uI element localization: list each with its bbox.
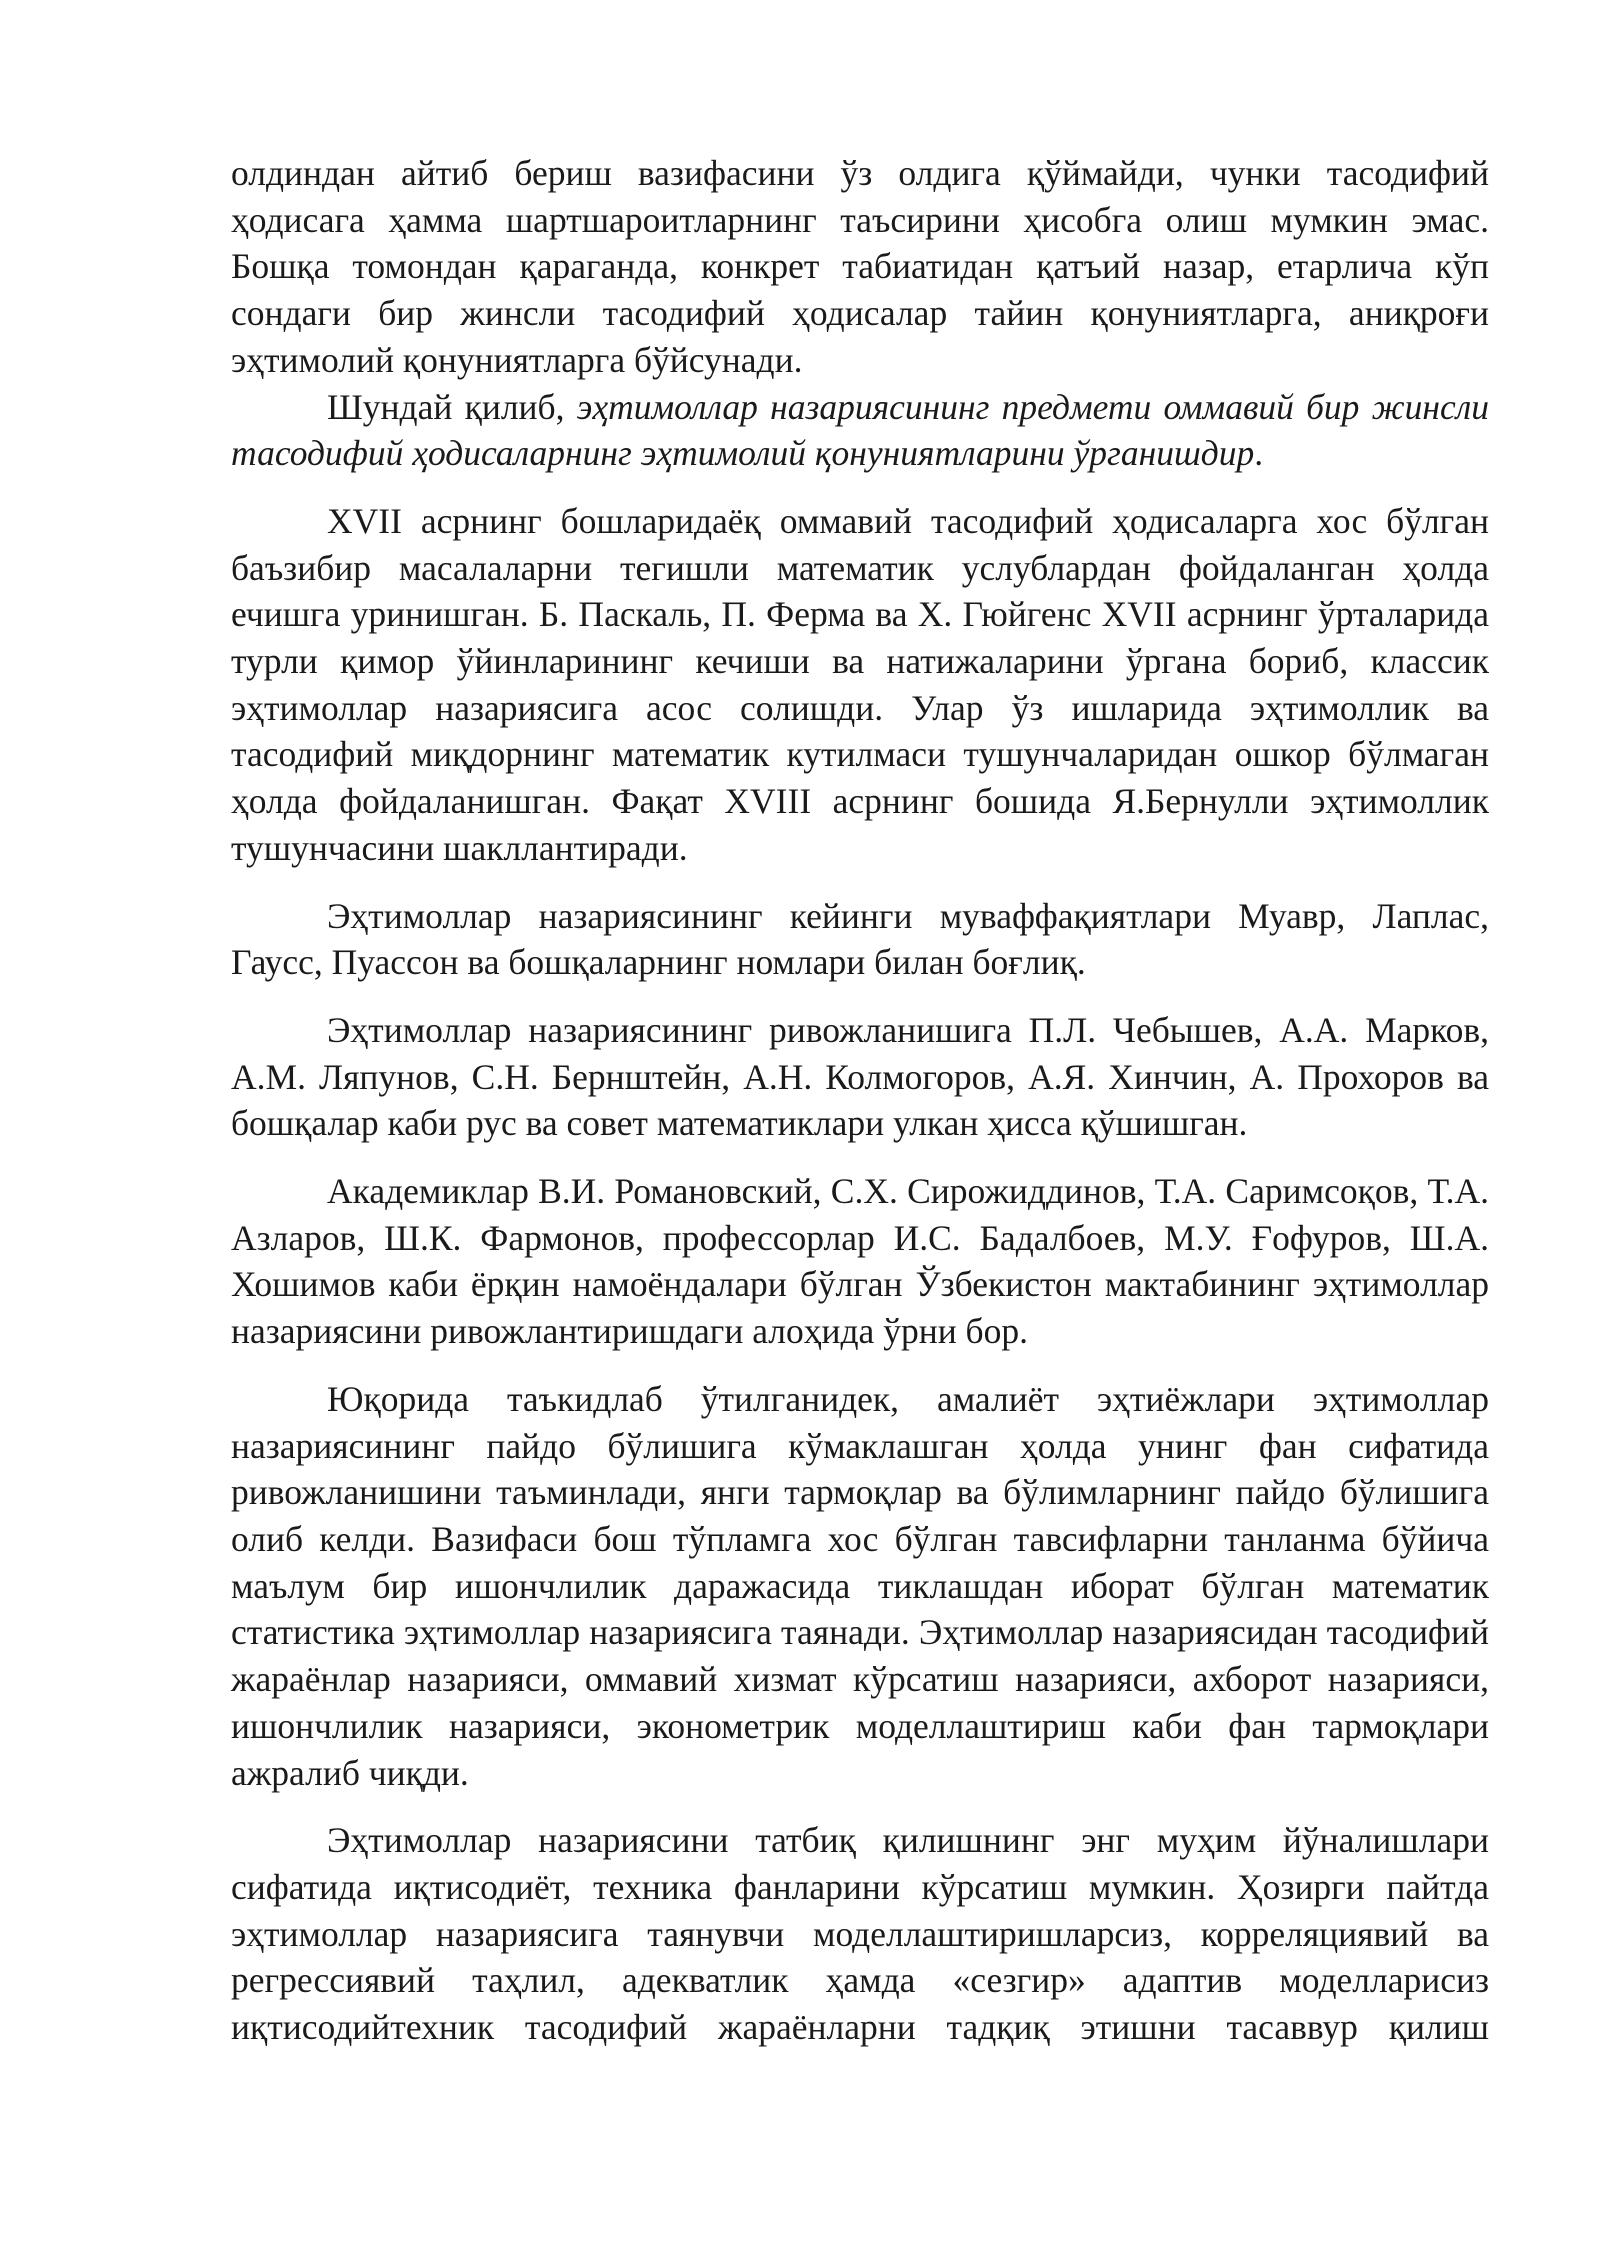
definition-italic-text: эҳтимоллар назариясининг предмети оммавий бир жинсли тасодифий ҳодисаларнинг эҳтимолий қонуниятларини ўрганишдир: [231, 386, 1489, 474]
definition-lead-text: Шундай қилиб,: [327, 386, 577, 427]
paragraph-later-successes: Эҳтимоллар назариясининг кейинги муваффақиятлари Муавр, Лаплас, Гаусс, Пуассон ва бошқаларнинг номлари билан боғлиқ.: [231, 895, 1489, 983]
paragraph-continuation: олдиндан айтиб бериш вазифасини ўз олдига қўймайди, чунки тасодифий ҳодисага ҳамма шартшароитларнинг таъсирини ҳисобга олиш мумкин эмас. Бошқа томондан қараганда, конкрет табиатидан қатъий назар, етарлича кўп сондаги бир жинсли тасодифий ҳодисалар тайин қонуниятларга, аниқроғи эҳтимолий қонуниятларга бўйсунади.: [231, 153, 1489, 380]
paragraph-history-xvii: XVII асрнинг бошларидаёқ оммавий тасодифий ҳодисаларга хос бўлган баъзибир масалаларни тегишли математик услублардан фойдаланган ҳолда ечишга уринишган. Б. Паскаль, П. Ферма ва Х. Гюйгенс XVII асрнинг ўрталарида турли қимор ўйинларининг кечиши ва натижаларини ўргана бориб, классик эҳтимоллар назариясига асос солишди. Улар ўз ишларида эҳтимоллик ва тасодифий миқдорнинг математик кутилмаси тушунчаларидан ошкор бўлмаган ҳолда фойдаланишган. Фақат XVIII асрнинг бошида Я.Бернулли эҳтимоллик тушунчасини шакллантиради.: [231, 500, 1489, 868]
paragraph-applications: Эҳтимоллар назариясини татбиқ қилишнинг энг муҳим йўналишлари сифатида иқтисодиёт, техника фанларини кўрсатиш мумкин. Ҳозирги пайтда эҳтимоллар назариясига таянувчи моделлаштиришларсиз, корреляциявий ва регрессиявий таҳлил, адекватлик ҳамда «сезгир» адаптив моделларисиз иқтисодийтехник тасодифий жараёнларни тадқиқ этишни тасаввур қилиш: [231, 1820, 1489, 2048]
paragraph-uzbek-school: Академиклар В.И. Романовский, С.Х. Сирожиддинов, Т.А. Саримсоқов, Т.А. Азларов, Ш.К. Фармонов, профессорлар И.С. Бадалбоев, М.У. Ғофуров, Ш.А. Хошимов каби ёрқин намоёндалари бўлган Ўзбекистон мактабининг эҳтимоллар назариясини ривожлантиришдаги алоҳида ўрни бор.: [231, 1171, 1489, 1352]
paragraph-branches: Юқорида таъкидлаб ўтилганидек, амалиёт эҳтиёжлари эҳтимоллар назариясининг пайдо бўлишига кўмаклашган ҳолда унинг фан сифатида ривожланишини таъминлади, янги тармоқлар ва бўлимларнинг пайдо бўлишига олиб келди. Вазифаси бош тўпламга хос бўлган тавсифларни танланма бўйича маълум бир ишончлилик даражасида тиклашдан иборат бўлган математик статистика эҳтимоллар назариясига таянади. Эҳтимоллар назариясидан тасодифий жараёнлар назарияси, оммавий хизмат кўрсатиш назарияси, ахборот назарияси, ишончлилик назарияси, эконометрик моделлаштириш каби фан тармоқлари ажралиб чиқди.: [231, 1378, 1489, 1793]
document-page: [231, 150, 1489, 2051]
definition-tail-text: .: [1254, 433, 1264, 474]
paragraph-russian-soviet: Эҳтимоллар назариясининг ривожланишига П.Л. Чебышев, А.А. Марков, А.М. Ляпунов, С.Н. Бернштейн, А.Н. Колмогоров, А.Я. Хинчин, А. Прохоров ва бошқалар каби рус ва совет математиклари улкан ҳисса қўшишган.: [231, 1009, 1489, 1144]
paragraph-subject-definition: [231, 384, 1489, 477]
